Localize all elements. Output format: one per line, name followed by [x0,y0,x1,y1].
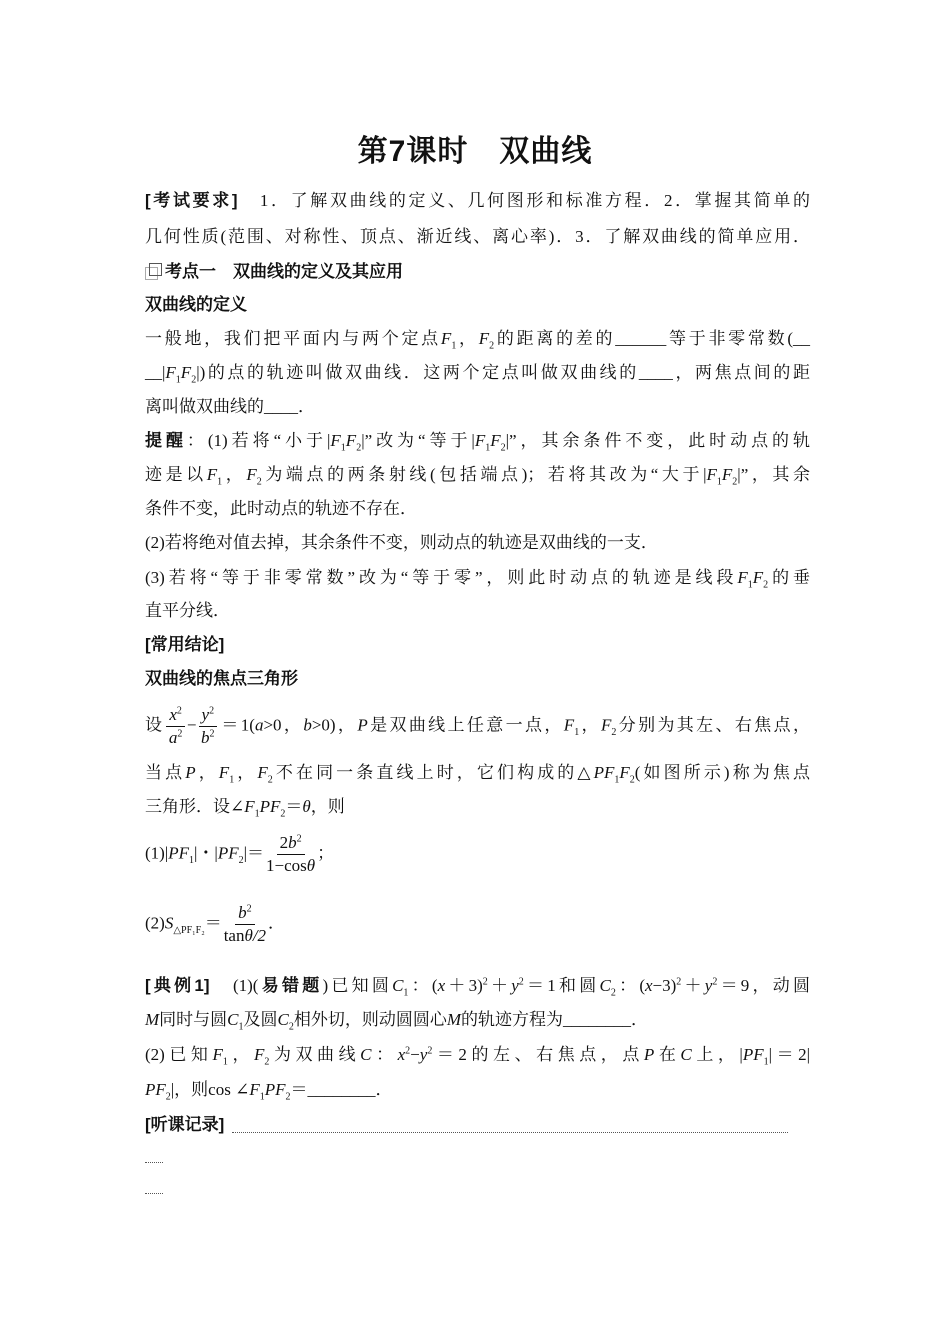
text: 分别为其左、右焦点， [616,715,811,735]
math-variable: F [206,465,218,484]
math-variable: F [478,329,490,348]
fraction [166,704,185,749]
text: 条件不变，此时动点的轨迹不存在． [145,499,417,518]
math-variable: θ [302,797,311,816]
math-variable: b [238,903,247,922]
math-variable: F [249,1080,260,1099]
bold-text: [听课记录] [145,1115,225,1134]
text-line [145,189,810,213]
text-line [145,704,810,749]
subscript: 1 [403,987,409,999]
math-variable: x [437,976,446,995]
math-variable: F [257,763,268,782]
subscript: 1 [614,774,620,786]
superscript: 2 [209,728,215,740]
text: ＝9，动圆 [717,976,811,995]
text: |”改为“等于| [361,431,475,450]
text-line [145,395,810,419]
denominator [224,925,266,947]
subscript: 1 [254,808,260,820]
bold-text: 易错题 [258,976,323,995]
numerator [277,832,305,855]
text-line [145,795,810,819]
math-variable: F [218,763,230,782]
text-line [145,531,810,555]
math-variable: F [180,363,192,382]
text: − [186,715,197,735]
denominator [201,727,215,749]
math-variable: PF [145,1080,166,1099]
math-variable: a [254,715,264,735]
notes-dotted-line[interactable] [145,1193,163,1194]
text: ＋3) [445,976,483,995]
math-variable: PF [168,843,190,863]
text: 为双曲线 [269,1045,361,1064]
bold-text: 考点一 双曲线的定义及其应用 [165,262,403,281]
math-variable: M [145,1010,160,1029]
subscript: 1 [259,1091,265,1103]
math-variable: S [164,913,174,933]
math-variable: F [706,465,717,484]
notes-dotted-line[interactable] [145,1162,163,1163]
text: 一般地，我们把平面内与两个定点 [145,329,441,348]
text: 迹是以 [145,465,207,484]
math-variable: θ/2 [244,926,267,945]
math-variable: F [330,431,341,450]
text: 直平分线． [145,601,230,620]
math-variable: F [752,568,764,587]
subscript: 1 [229,774,235,786]
text: 的距离的差的______等于非零常数(__ [494,329,811,348]
text: ， [195,763,219,782]
subscript: 2 [267,774,273,786]
subscript: 1 [238,1021,244,1033]
text: ＝ [285,797,303,816]
text-line [145,633,810,657]
text-line [145,1043,810,1067]
numerator [199,704,218,727]
bold-text: [考试要求] [145,191,238,210]
math-variable: a [168,728,178,747]
math-variable: F [737,568,748,587]
superscript: 2 [209,705,215,717]
bold-text: 双曲线的焦点三角形 [145,669,298,688]
text-line [145,761,810,785]
text: 1−cos [266,856,307,875]
math-variable: P [643,1045,655,1064]
text: ＝2的左、右焦点，点 [432,1045,644,1064]
text-line [145,260,810,284]
math-variable: F [474,431,486,450]
subscript: 2 [763,579,769,591]
math-variable: PF [742,1045,764,1064]
subscript: 2 [489,340,495,352]
subscript: 1 [189,854,195,866]
text: ＋ [681,976,705,995]
text: (2)若将绝对值去掉，其余条件不变，则动点的轨迹是双曲线的一支． [145,533,658,552]
text-line [145,1113,810,1137]
text: |・| [194,843,218,863]
math-variable: PF [264,1080,286,1099]
text: __| [145,363,166,382]
numerator [235,902,255,925]
math-variable: PF [259,797,281,816]
text: 的垂 [768,568,810,587]
text: ， [227,1045,254,1064]
bold-text: 双曲线的定义 [145,295,247,314]
subscript: 1 [217,476,223,488]
bold-text: [典例1] [145,976,210,995]
math-variable: b [303,715,312,735]
text: 是双曲线上任意一点， [367,715,564,735]
subscript: 2 [191,374,197,386]
text: (如图所示)称为焦点 [634,763,811,782]
text: −3) [652,976,677,995]
text: ， [579,715,601,735]
text-line [145,566,810,590]
text: |)的点的轨迹叫做双曲线．这两个定点叫做双曲线的____，两焦点间的距 [196,363,810,382]
math-variable: y [419,1045,428,1064]
math-variable: F [619,763,630,782]
text: >0， [263,715,304,735]
math-variable: P [357,715,368,735]
text: 三角形．设∠ [145,797,245,816]
text: 不在同一条直线上时，它们构成的△ [272,763,594,782]
math-variable: C [360,1045,372,1064]
superscript: 2 [482,976,488,988]
subscript: 1 [340,442,346,454]
text: |，则cos ∠ [170,1080,250,1099]
page-title: 第7课时 双曲线 [357,135,593,168]
text: |”，其余 [737,465,811,484]
section-marker-icon [145,263,163,279]
fraction [199,704,218,749]
text: ； [317,843,335,863]
text: ， [456,329,479,348]
bold-text: 提醒 [145,431,187,450]
math-variable: C [277,1010,289,1029]
math-variable: y [511,976,519,995]
math-variable: C [599,976,611,995]
text: 同时与圆 [159,1010,228,1029]
math-variable: PF [593,763,615,782]
math-variable: x [397,1045,406,1064]
math-variable: F [246,465,257,484]
text: |＝ [243,843,265,863]
text: 离叫做双曲线的____． [145,397,315,416]
superscript: 2 [676,976,682,988]
text: (1)( [209,976,259,995]
math-variable: F [490,431,501,450]
text: ， [222,465,247,484]
text: 几何性质(范围、对称性、顶点、渐近线、离心率)．3．了解双曲线的简单应用． [145,227,810,246]
text-line [145,902,810,947]
text: ＝1和圆 [523,976,600,995]
text-line [145,225,810,249]
text: (2) [145,913,165,933]
math-variable: P [185,763,196,782]
subscript: 2 [356,442,362,454]
text: )已知圆 [322,976,393,995]
text-line [145,429,810,453]
math-variable: F [165,363,176,382]
math-variable: C [392,976,404,995]
superscript: 2 [712,976,718,988]
subscript: 1 [763,1056,769,1068]
text-line [145,293,810,317]
text-line [145,974,810,998]
subscript: 2 [256,476,262,488]
notes-dotted-line[interactable] [232,1132,788,1133]
subscript: 2 [238,854,244,866]
text: (2)已知 [145,1045,213,1064]
text: ＝1( [219,715,255,735]
text-line [145,361,810,385]
fraction [266,832,315,877]
numerator [166,704,185,727]
math-variable: y [704,976,713,995]
subscript: 1 [175,374,181,386]
text: 上，| [691,1045,743,1064]
subscript: 2 [264,1056,270,1068]
text-line [145,667,810,691]
text: ( [431,976,438,995]
text: 2 [279,833,289,852]
math-variable: F [212,1045,223,1064]
subscript: 1 [716,476,722,488]
text: ＋ [487,976,512,995]
math-variable: b [288,833,297,852]
text: ＝ [204,913,222,933]
text-line [145,1008,810,1032]
text: ： [371,1045,398,1064]
subscript: 1 [574,726,580,738]
subscript: 1 [485,442,491,454]
denominator [169,727,183,749]
text-line [145,463,810,487]
text-line [145,327,810,351]
text: ：(1)若将“小于| [186,431,331,450]
math-variable: F [440,329,452,348]
subscript: 1 [451,340,457,352]
text: |＝2| [768,1045,811,1064]
text: >0)， [311,715,358,735]
subscript: 2 [165,1091,171,1103]
subscript: 2 [611,726,617,738]
text: ＝________． [290,1080,393,1099]
math-variable: M [446,1010,462,1029]
math-variable: C [680,1045,692,1064]
math-variable: b [201,728,210,747]
bold-text: [常用结论] [145,635,225,654]
text: |”，其余条件不变，此时动点的轨 [505,431,810,450]
denominator [266,855,315,877]
subscript: 2 [280,808,286,820]
subscript: 2 [285,1091,291,1103]
superscript: 2 [405,1045,411,1057]
math-variable: F [254,1045,265,1064]
math-variable: PF [217,843,239,863]
text: ， [234,763,258,782]
text: ：( [615,976,645,995]
math-variable: F [600,715,612,735]
text-line [145,832,810,877]
text: 1．了解双曲线的定义、几何图形和标准方程．2．掌握其简单的 [237,191,810,210]
math-variable: C [227,1010,239,1029]
text: − [410,1045,420,1064]
text: 设 [145,715,165,735]
text-line [145,599,810,623]
text: 及圆 [243,1010,278,1029]
text: ： [408,976,432,995]
fraction [224,902,266,947]
superscript: 2 [427,1045,433,1057]
math-variable: F [563,715,575,735]
text: 相外切，则动圆圆心 [293,1010,447,1029]
math-variable: θ [306,856,316,875]
text: 在 [654,1045,681,1064]
subscript: 2 [288,1021,294,1033]
subscript: 2 [610,987,616,999]
superscript: 2 [177,728,183,740]
text: (3)若将“等于非零常数”改为“等于零”，则此时动点的轨迹是线段 [145,568,738,587]
text-line [145,497,810,521]
superscript: 2 [176,705,182,717]
math-variable: x [645,976,653,995]
math-variable: F [345,431,357,450]
superscript: 2 [246,903,252,915]
subscript: 1 [747,579,753,591]
superscript: 2 [518,976,524,988]
math-variable: x [169,705,177,724]
text: tan [223,926,245,945]
text: ，则 [310,797,345,816]
text: 的轨迹方程为________． [461,1010,649,1029]
subscript: 2 [629,774,635,786]
text-line [145,1078,810,1102]
math-variable: F [721,465,733,484]
text: (1)| [145,843,169,863]
math-variable: F [244,797,255,816]
subscript: △PF₁F₂ [173,924,205,936]
subscript: 2 [732,476,738,488]
subscript: 1 [222,1056,228,1068]
superscript: 2 [296,833,302,845]
text: 为端点的两条射线(包括端点)；若将其改为“大于| [261,465,707,484]
text: ． [268,913,286,933]
text: 当点 [145,763,186,782]
subscript: 2 [500,442,506,454]
math-variable: y [201,705,210,724]
